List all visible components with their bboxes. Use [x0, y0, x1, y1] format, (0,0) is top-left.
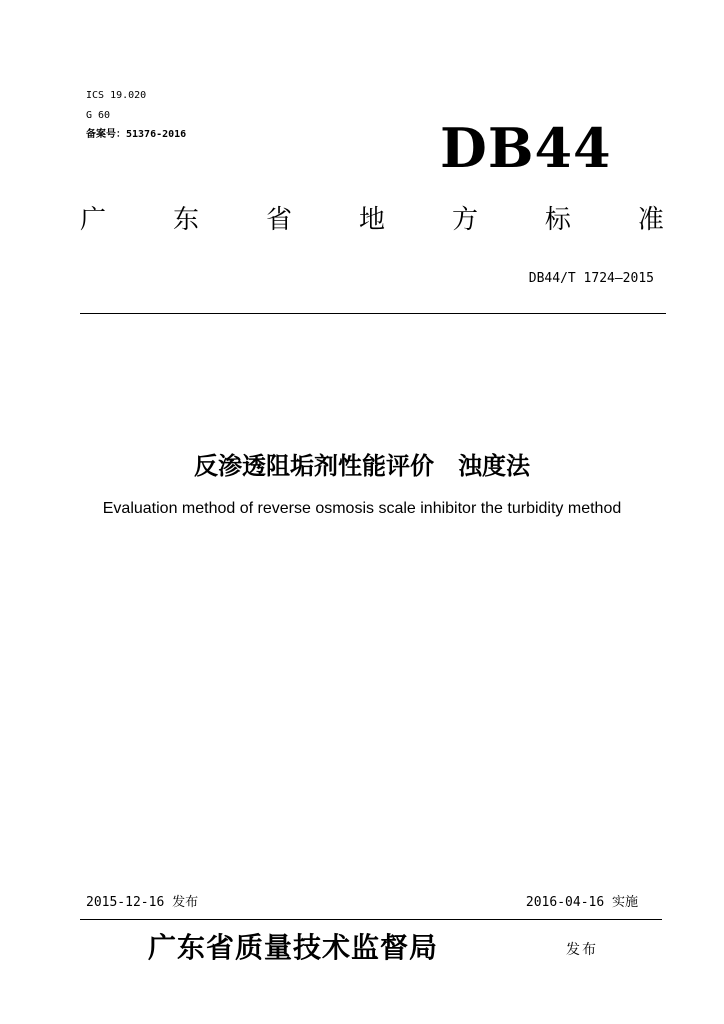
standard-code: DB44 [440, 116, 612, 180]
standard-type-char: 地 [358, 205, 385, 235]
standard-type-char: 标 [544, 205, 571, 235]
standard-number: DB44/T 1724—2015 [528, 271, 654, 286]
ics-code: ICS 19.020 [86, 90, 147, 101]
standard-type-char: 省 [265, 205, 292, 235]
standard-type-char: 方 [451, 205, 478, 235]
title-chinese: 反渗透阻垢剂性能评价 浊度法 [194, 452, 530, 480]
header-divider [80, 313, 666, 314]
issuer-action: 发布 [566, 942, 598, 958]
standard-type-heading [80, 200, 664, 240]
ccs-code: G 60 [86, 110, 111, 121]
footer-divider [80, 919, 662, 920]
standard-type-char: 广 [80, 205, 107, 235]
title-english: Evaluation method of reverse osmosis scale inhibitor the turbidity method [102, 500, 622, 517]
standard-type-char: 东 [172, 205, 199, 235]
release-date: 2015-12-16 发布 [86, 895, 199, 910]
filing-number: 备案号：51376-2016 [86, 129, 187, 140]
issuer-name: 广东省质量技术监督局 [148, 931, 439, 964]
implementation-date: 2016-04-16 实施 [525, 895, 638, 910]
standard-type-char: 准 [637, 205, 664, 235]
